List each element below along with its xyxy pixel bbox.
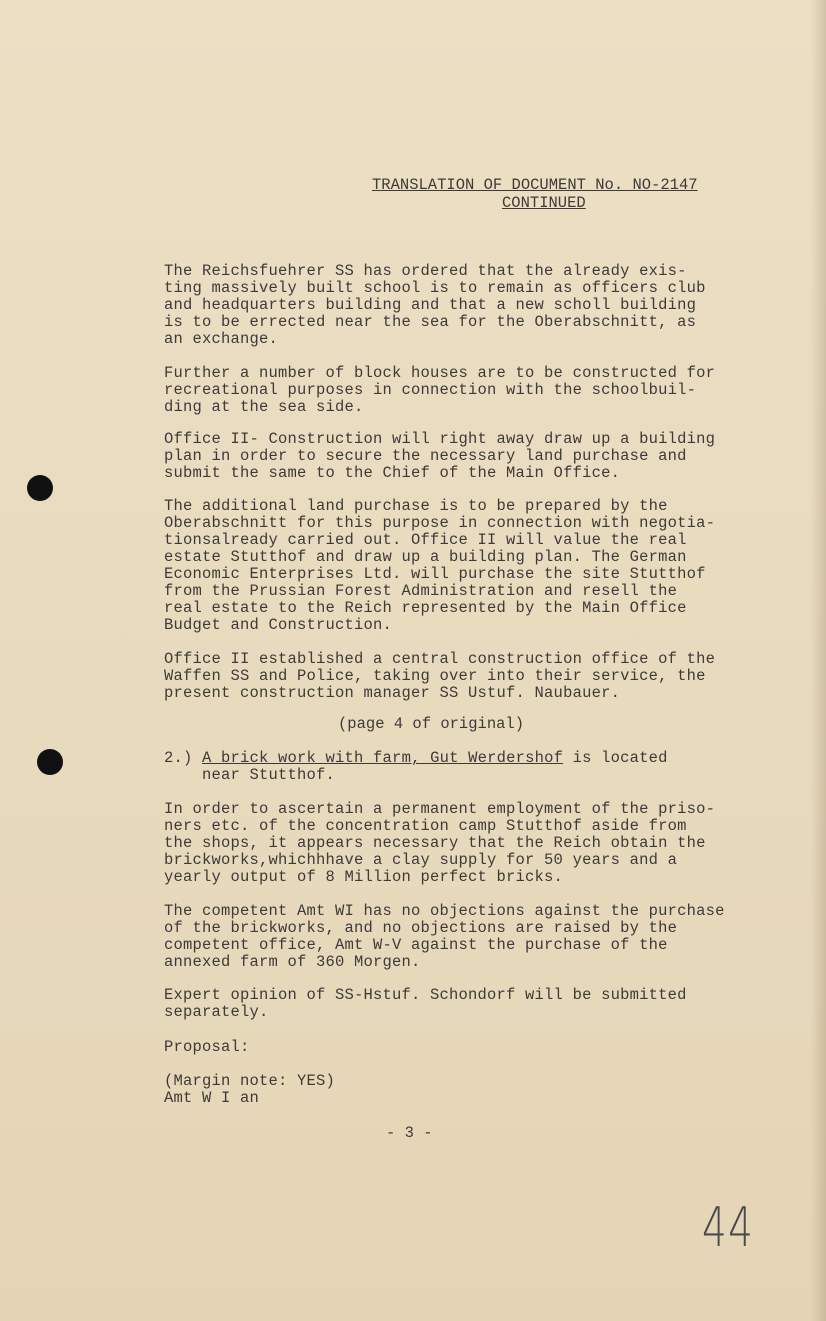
- item-2-title-rest: is located: [563, 749, 668, 767]
- item-2-heading: [164, 750, 764, 784]
- paragraph-block-houses: Further a number of block houses are to be constructed for recreational purposes in connection with the schoolbuil- ding at the sea side.: [164, 364, 716, 416]
- item-2-title: A brick work with farm, Gut Werdershof: [202, 749, 564, 767]
- handwritten-folio-number: 44: [702, 1196, 755, 1259]
- document-heading: [372, 176, 698, 212]
- proposal-label: Proposal:: [164, 1038, 250, 1056]
- page-number: - 3 -: [386, 1124, 433, 1142]
- item-2-location: near Stutthof.: [202, 766, 336, 784]
- paragraph-expert-opinion: Expert opinion of SS-Hstuf. Schondorf will be submitted separately.: [164, 986, 687, 1021]
- punch-hole-bottom: [37, 749, 63, 775]
- paragraph-land-purchase: The additional land purchase is to be prepared by the Oberabschnitt for this purpose in connection with negotia- tionsalready carried out. Office II will value the real estate Stutthof and draw up a building plan. The German Economic Enterprises Ltd. will purchase the site Stutthof from the Prussian Forest Administration and resell the real estate to the Reich represented by the Main Office Budget and Construction.: [164, 497, 716, 634]
- heading-continued: CONTINUED: [502, 194, 586, 212]
- punch-hole-top: [27, 475, 53, 501]
- paragraph-office-ii: Office II- Construction will right away draw up a building plan in order to secure the necessary land purchase and submit the same to the Chief of the Main Office.: [164, 430, 716, 482]
- heading-title: TRANSLATION OF DOCUMENT No. NO-2147: [372, 176, 698, 194]
- paragraph-construction-office: Office II established a central construction office of the Waffen SS and Police, taking over into their service, the present construction manager SS Ustuf. Naubauer.: [164, 650, 716, 702]
- paragraph-school: The Reichsfuehrer SS has ordered that the already exis- ting massively built school is to remain as officers club and headquarters building and that a new scholl building is to be errected near the sea for the Oberabschnitt, as an exchange.: [164, 262, 706, 348]
- margin-note: (Margin note: YES) Amt W I an: [164, 1072, 336, 1107]
- page-reference-note: (page 4 of original): [338, 715, 525, 733]
- item-2-number: 2.): [164, 749, 193, 767]
- paragraph-amt-wi: The competent Amt WI has no objections against the purchase of the brickworks, and no objections are raised by the competent office, Amt W-V against the purchase of the annexed farm of 360 Morgen.: [164, 902, 725, 971]
- paragraph-brickworks: In order to ascertain a permanent employment of the priso- ners etc. of the concentration camp Stutthof aside from the shops, it appears necessary that the Reich obtain the brickworks,whichhhave a clay supply for 50 years and a yearly output of 8 Million perfect bricks.: [164, 800, 716, 886]
- page-edge-shadow: [810, 0, 826, 1321]
